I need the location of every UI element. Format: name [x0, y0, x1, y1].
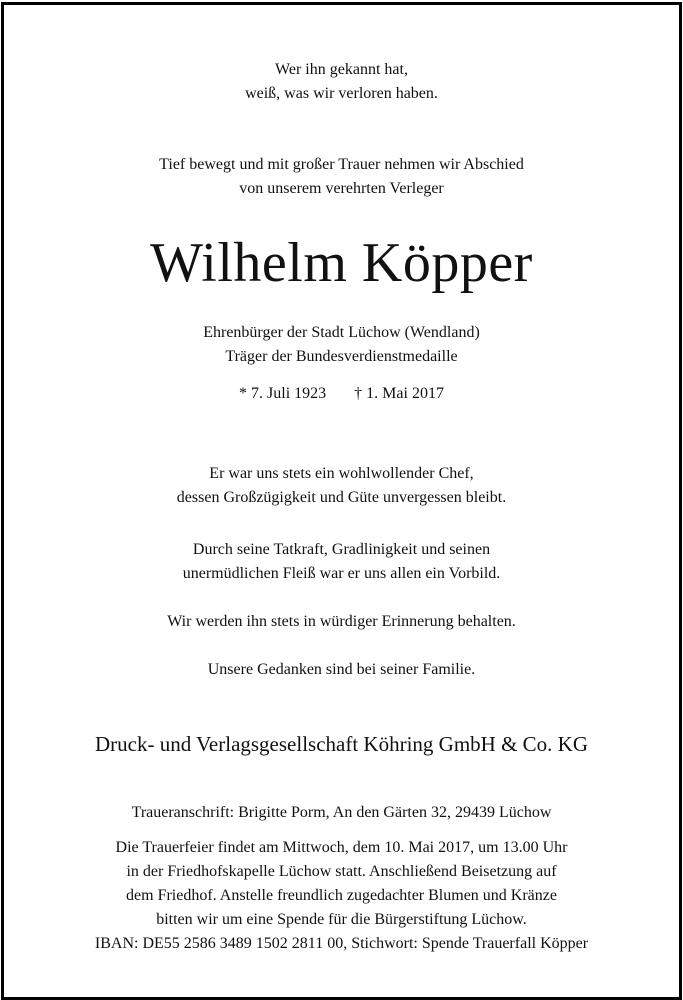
motto-line-1: Wer ihn gekannt hat, [275, 61, 408, 78]
company-signature: Druck- und Verlagsgesellschaft Köhring GmbH & Co. KG [94, 732, 589, 756]
paragraph-2-line-2: unermüdlichen Fleiß war er uns allen ein Vorbild. [182, 565, 501, 582]
honor-line-2: Träger der Bundesverdienstmedaille [225, 348, 458, 365]
birth-date: * 7. Juli 1923 [239, 385, 327, 402]
motto-line-2: weiß, was wir verloren haben. [245, 85, 438, 102]
funeral-line-3: dem Friedhof. Anstelle freundlich zugedachter Blumen und Kränze [126, 887, 557, 904]
paragraph-3-line-1: Wir werden ihn stets in würdiger Erinnerung behalten. [167, 613, 516, 630]
paragraph-2-line-1: Durch seine Tatkraft, Gradlinigkeit und seinen [192, 541, 491, 558]
funeral-line-4: bitten wir um eine Spende für die Bürgerstiftung Lüchow. [156, 911, 527, 928]
funeral-line-1: Die Trauerfeier findet am Mittwoch, dem 10. Mai 2017, um 13.00 Uhr [115, 839, 568, 856]
funeral-line-2: in der Friedhofskapelle Lüchow statt. Anschließend Beisetzung auf [126, 863, 557, 880]
obituary-notice [1, 2, 682, 1000]
honor-line-1: Ehrenbürger der Stadt Lüchow (Wendland) [203, 324, 480, 341]
intro-line-2: von unserem verehrten Verleger [239, 180, 444, 197]
funeral-line-5: IBAN: DE55 2586 3489 1502 2811 00, Stichwort: Spende Trauerfall Köpper [94, 935, 589, 952]
paragraph-1-line-1: Er war uns stets ein wohlwollender Chef, [209, 465, 474, 482]
life-dates [4, 384, 679, 404]
paragraph-4-line-1: Unsere Gedanken sind bei seiner Familie. [207, 661, 476, 678]
intro-line-1: Tief bewegt und mit großer Trauer nehmen wir Abschied [159, 156, 524, 173]
deceased-name: Wilhelm Köpper [150, 232, 533, 294]
mourning-address: Traueranschrift: Brigitte Porm, An den Gärten 32, 29439 Lüchow [131, 804, 552, 821]
death-date: † 1. Mai 2017 [354, 385, 444, 402]
paragraph-1-line-2: dessen Großzügigkeit und Güte unvergessen bleibt. [176, 489, 507, 506]
